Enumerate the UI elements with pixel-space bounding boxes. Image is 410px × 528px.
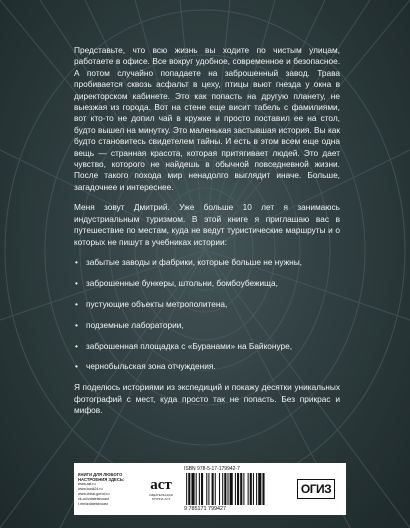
intro-paragraph: Представьте, что всю жизнь вы ходите по чистым улицам, работаете в офисе. Все вокруг удобное, современное и безопасное. А потом случайно попадаете на заброшенный завод. Трава пробивается сквозь асфальт в цеху, птицы вьют гнезда у окна в директорском кабинете. Это как попасть на другую планету, не выезжая из города. Вот на стене еще висит табель с фамилиями, вот кто-то не допил чай в кружке и просто поставил ее на стол, будто вышел на минутку. Это маленькая застывшая история. Вы как будто становитесь свидетелем тайны. И есть в этом всем еще одна вещь — странная красота, которая притягивает людей. Это дает чувство, которого не найдешь в обычной повседневной жизни. После такого похода мир ненадолго выглядит иначе. Больше, загадочнее и интереснее. <box>74 45 340 192</box>
barcode-block <box>184 466 290 512</box>
ast-subtitle: ИЗДАТЕЛЬСКАЯ ГРУППА АСТ <box>149 492 173 501</box>
promo-line: t.me/izdatelstvoast <box>78 501 108 506</box>
places-list <box>74 257 340 373</box>
list-item: • заброшенные бункеры, штольни, бомбоубежища, <box>74 278 340 289</box>
isbn-label: ISBN 978-5-17-179942-7 <box>184 466 240 472</box>
promo-title: КНИГИ ДЛЯ ЛЮБОГО НАСТРОЕНИЯ ЗДЕСЬ: <box>78 471 125 482</box>
publisher-panel <box>74 463 346 515</box>
ast-publisher-logo <box>144 478 178 501</box>
list-item: • чернобыльская зона отчуждения. <box>74 361 340 372</box>
list-item: • забытые заводы и фабрики, которые больше не нужны, <box>74 257 340 268</box>
ogiz-logo <box>296 479 336 499</box>
promo-block <box>74 472 142 507</box>
list-item: • подземные лаборатории, <box>74 320 340 331</box>
ogiz-mark: ОГИЗ <box>297 479 335 499</box>
ean-number: 9 785171 799427 <box>184 506 226 512</box>
barcode-icon <box>184 473 290 505</box>
list-item: • заброшенная площадка с «Буранами» на Байконуре, <box>74 341 340 352</box>
promo-line: www.chitai-gorod.ru <box>78 491 110 496</box>
promo-line: www.book24.ru <box>78 486 103 491</box>
promo-line: vk.cc/izdatelstvoast <box>78 496 109 501</box>
list-item: • пустующие объекты метрополитена, <box>74 299 340 310</box>
annotation-text <box>74 45 340 426</box>
ast-mark: аст <box>150 476 172 493</box>
author-paragraph: Меня зовут Дмитрий. Уже больше 10 лет я занимаюсь индустриальным туризмом. В этой книге я приглашаю вас в путешествие по местам, куда не ведут туристические маршруты и о которых не пишут в учебниках истории: <box>74 202 340 247</box>
closing-paragraph: Я поделюсь историями из экспедиций и покажу десятки уникальных фотографий с мест, куда просто так не попасть. Без прикрас и мифов. <box>74 382 340 416</box>
promo-line: www.ast.ru <box>78 481 96 486</box>
